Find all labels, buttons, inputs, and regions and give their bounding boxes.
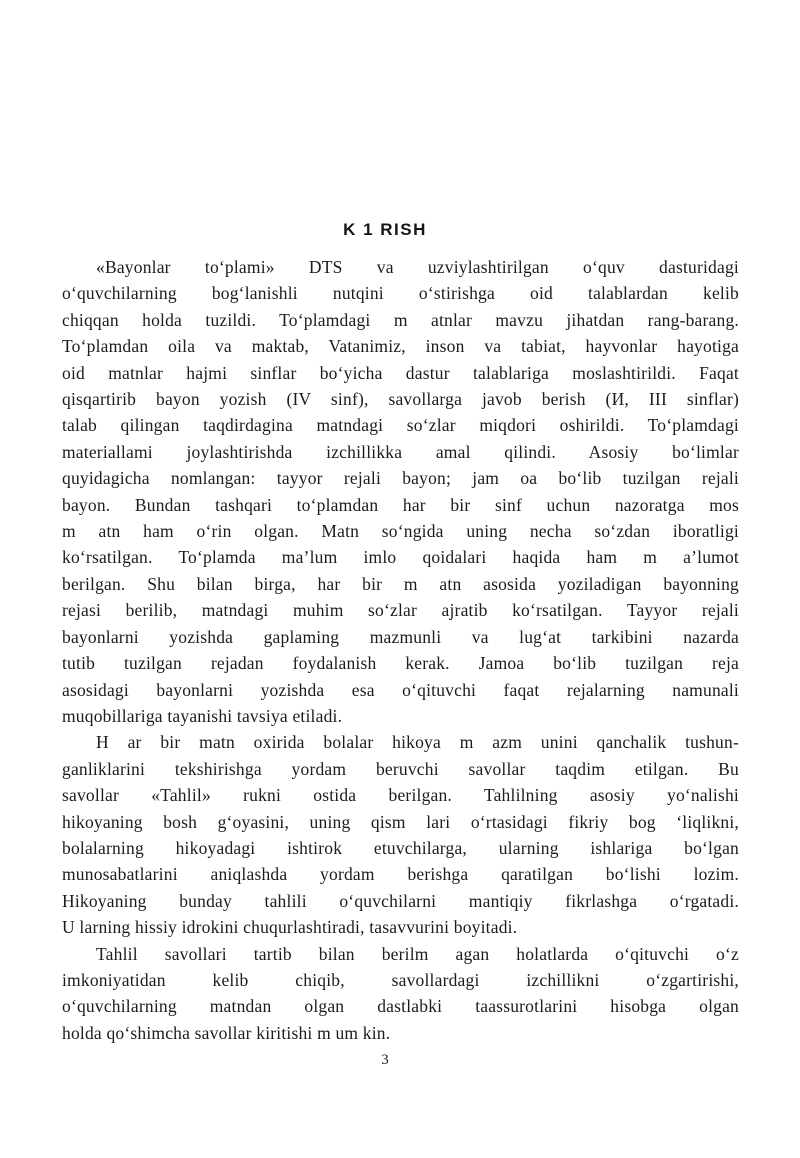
text-line: rejasi berilib, matndagi muhim so‘zlar ajratib ko‘rsatilgan. Tayyor rejali: [62, 600, 739, 621]
text-line: U larning hissiy idrokini chuqurlashtiradi, tasavvurini boyitadi.: [62, 917, 518, 938]
text-line: muqobillariga tayanishi tavsiya etiladi.: [62, 705, 343, 726]
text-line: o‘quvchilarning matndan olgan dastlabki taassurotlarini hisobga olgan: [62, 996, 739, 1017]
text-line: savollar «Tahlil» rukni ostida berilgan. Tahlilning asosiy yo‘nalishi: [62, 785, 739, 806]
paragraph: [62, 729, 739, 940]
text-line: berilgan. Shu bilan birga, har bir m atn asosida yoziladigan bayonning: [62, 573, 739, 594]
text-line: holda qo‘shimcha savollar kiritishi m um kin.: [62, 1022, 391, 1043]
text-line: imkoniyatidan kelib chiqib, savollardagi izchillikni o‘zgartirishi,: [62, 969, 739, 990]
paragraph: [62, 254, 739, 729]
page-title: K 1 RISH: [343, 220, 427, 239]
text-line: qisqartirib bayon yozish (IV sinf), savollarga javob berish (И, III sinflar): [62, 389, 739, 410]
text-line: ganliklarini tekshirishga yordam beruvchi savollar taqdim etilgan. Bu: [62, 758, 739, 779]
text-line: bayonlarni yozishda gaplaming mazmunli va lug‘at tarkibini nazarda: [62, 626, 739, 647]
text-line: bayon. Bundan tashqari to‘plamdan har bir sinf uchun nazoratga mos: [62, 494, 739, 515]
document-body: [62, 254, 739, 1046]
text-line: talab qilingan taqdirdagina matndagi so‘zlar miqdori oshirildi. To‘plamdagi: [62, 415, 739, 436]
page-number: 3: [381, 1052, 389, 1068]
text-line: bolalarning hikoyadagi ishtirok etuvchilarga, ularning ishlariga bo‘lgan: [62, 837, 739, 858]
text-line: materiallami joylashtirishda izchillikka amal qilindi. Asosiy bo‘limlar: [62, 441, 739, 462]
text-line: oid matnlar hajmi sinflar bo‘yicha dastur talablariga moslashtirildi. Faqat: [62, 362, 739, 383]
text-line: hikoyaning bosh g‘oyasini, uning qism lari o‘rtasidagi fikriy bog ‘liqlikni,: [62, 811, 739, 832]
text-line: Tahlil savollari tartib bilan berilm agan holatlarda o‘qituvchi o‘z: [96, 943, 739, 964]
text-line: munosabatlarini aniqlashda yordam berishga qaratilgan bo‘lishi lozim.: [62, 864, 739, 885]
text-line: To‘plamdan oila va maktab, Vatanimiz, inson va tabiat, hayvonlar hayotiga: [62, 336, 739, 357]
text-line: ko‘rsatilgan. To‘plamda ma’lum imlo qoidalari haqida ham m a’lumot: [62, 547, 739, 568]
text-line: quyidagicha nomlangan: tayyor rejali bayon; jam oa bo‘lib tuzilgan rejali: [62, 468, 739, 489]
text-line: m atn ham o‘rin olgan. Matn so‘ngida uning necha so‘zdan iboratligi: [62, 521, 739, 542]
text-line: asosidagi bayonlarni yozishda esa o‘qituvchi faqat rejalarning namunali: [62, 679, 739, 700]
text-line: tutib tuzilgan rejadan foydalanish kerak. Jamoa bo‘lib tuzilgan reja: [62, 653, 739, 674]
text-line: Hikoyaning bunday tahlili o‘quvchilarni mantiqiy fikrlashga o‘rgatadi.: [62, 890, 739, 911]
text-line: «Bayonlar to‘plami» DTS va uzviylashtirilgan o‘quv dasturidagi: [96, 257, 739, 277]
text-line: o‘quvchilarning bog‘lanishli nutqini o‘stirishga oid talablardan kelib: [62, 283, 739, 304]
text-line: chiqqan holda tuzildi. To‘plamdagi m atnlar mavzu jihatdan rang-barang.: [62, 309, 739, 330]
text-line: H ar bir matn oxirida bolalar hikoya m azm unini qanchalik tushun-: [96, 732, 739, 753]
paragraph: [62, 941, 739, 1047]
